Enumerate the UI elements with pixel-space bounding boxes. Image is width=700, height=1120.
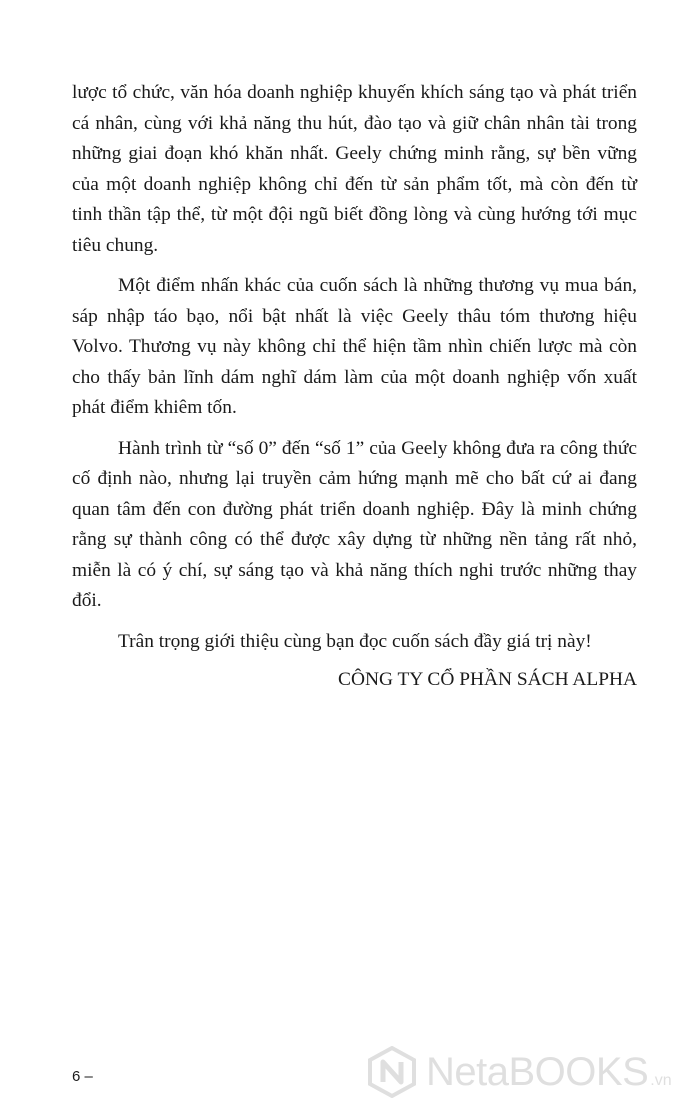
paragraph-volvo-acquisition: Một điểm nhấn khác của cuốn sách là những thương vụ mua bán, sáp nhập táo bạo, nổi bật nhất là việc Geely thâu tóm thương hiệu Volvo. Thương vụ này không chỉ thể hiện tầm nhìn chiến lược mà còn cho thấy bản lĩnh dám nghĩ dám làm của một doanh nghiệp vốn xuất phát điểm khiêm tốn. bbox=[72, 275, 637, 418]
paragraph-continuation: lược tổ chức, văn hóa doanh nghiệp khuyến khích sáng tạo và phát triển cá nhân, cùng với khả năng thu hút, đào tạo và giữ chân nhân tài trong những giai đoạn khó khăn nhất. Geely chứng minh rằng, sự bền vững của một doanh nghiệp không chỉ đến từ sản phẩm tốt, mà còn đến từ tinh thần tập thể, từ một đội ngũ biết đồng lòng và cùng hướng tới mục tiêu chung. bbox=[72, 82, 637, 256]
watermark bbox=[366, 1042, 672, 1102]
publisher-signature: CÔNG TY CỔ PHẦN SÁCH ALPHA bbox=[338, 669, 637, 690]
page-body bbox=[72, 78, 637, 696]
paragraph-journey: Hành trình từ “số 0” đến “số 1” của Geely không đưa ra công thức cố định nào, nhưng lại truyền cảm hứng mạnh mẽ cho bất cứ ai đang quan tâm đến con đường phát triển doanh nghiệp. Đây là minh chứng rằng sự thành công có thể được xây dựng từ những nền tảng rất nhỏ, miễn là có ý chí, sự sáng tạo và khả năng thích nghi trước những thay đổi. bbox=[72, 437, 637, 611]
netabooks-logo-icon bbox=[366, 1046, 418, 1098]
page-number: 6 – bbox=[72, 1068, 93, 1085]
closing-line: Trân trọng giới thiệu cùng bạn đọc cuốn sách đầy giá trị này! bbox=[118, 630, 592, 652]
watermark-suffix: .vn bbox=[650, 1072, 672, 1089]
watermark-text: NetaBOOKS bbox=[426, 1050, 649, 1094]
